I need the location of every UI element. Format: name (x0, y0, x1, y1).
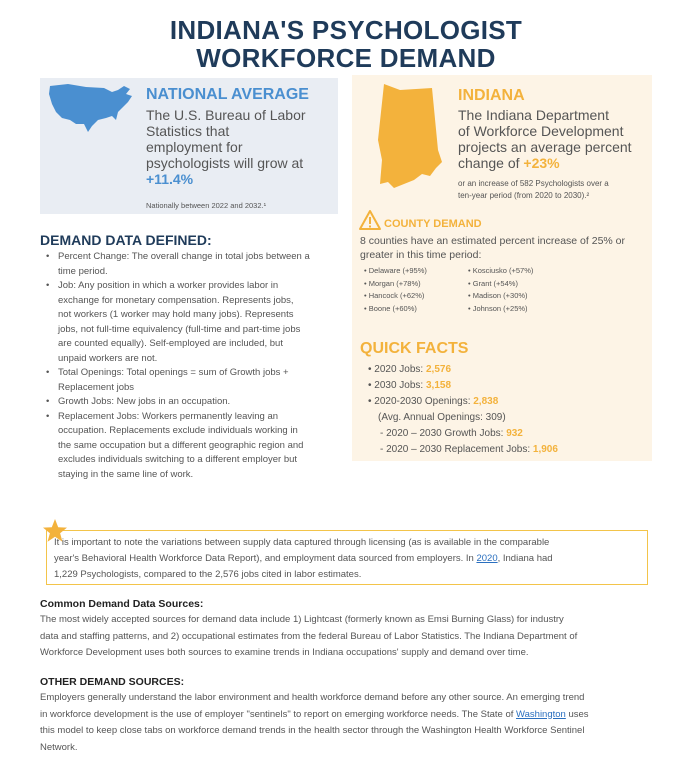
county-text-line: 8 counties have an estimated percent increase of 25% or (360, 235, 625, 247)
county-text-line: greater in this time period: (360, 249, 482, 261)
national-line: employment for (146, 139, 243, 155)
quick-facts-heading: QUICK FACTS (360, 340, 469, 357)
definition-item: • Growth Jobs: New jobs in an occupation. (46, 396, 231, 407)
link-2020[interactable]: 2020 (476, 553, 498, 564)
demand-defined-heading: DEMAND DATA DEFINED: (40, 232, 212, 248)
text-line: in workforce development is the use of employer "sentinels" to report on emerging workforce needs. The State of Washington uses (40, 708, 589, 720)
page-title (0, 16, 692, 72)
definition-item: • Replacement Jobs: Workers permanently leaving an occupation. Replacements exclude individuals working in the same occupation but a different geographic region and excludes individuals switching to a different employer but staying in the same line of work. (46, 410, 304, 480)
list-item: - 2020 – 2030 Growth Jobs: 932 (380, 428, 523, 439)
indiana-line: of Workforce Development (458, 123, 624, 139)
national-footnote: Nationally between 2022 and 2032.¹ (146, 201, 267, 210)
indiana-value: +23% (523, 155, 560, 171)
indiana-text (458, 107, 648, 171)
list-item: - 2020 – 2030 Replacement Jobs: 1,906 (380, 444, 558, 455)
other-sources-text (40, 690, 660, 756)
note-text (54, 535, 644, 583)
warning-icon (358, 209, 382, 231)
county-list-left (364, 265, 474, 315)
list-item: • 2030 Jobs: 3,158 (368, 380, 452, 391)
county-list-right (468, 265, 588, 315)
note-line: It is important to note the variations between supply data captured through licensing (as is available in the comparable (54, 537, 550, 548)
common-sources-text (40, 612, 660, 662)
list-item: • Johnson (+25%) (468, 303, 528, 313)
national-value: +11.4% (146, 171, 194, 187)
list-item: • Hancock (+62%) (364, 291, 425, 300)
demand-defined-list (46, 250, 336, 482)
list-item: • Grant (+54%) (468, 278, 518, 288)
list-item: • 2020-2030 Openings: 2,838 (368, 396, 499, 407)
text-line: Employers generally understand the labor environment and health workforce demand before any other source. An emerging trend (40, 692, 585, 703)
title-line-1: INDIANA'S PSYCHOLOGIST (169, 15, 523, 45)
indiana-line: change of (458, 155, 524, 171)
link-washington[interactable]: Washington (516, 708, 566, 720)
text-line: Network. (40, 741, 78, 753)
text-line: Workforce Development uses both sources to examine trends in Indiana occupations' supply and demand over time. (40, 647, 529, 658)
other-sources-heading: OTHER DEMAND SOURCES: (40, 676, 185, 688)
text-line: this model to keep close tabs on workforce demand trends in the health sector through the Washington Health Workforce Sentinel (40, 725, 585, 736)
list-item: • Morgan (+78%) (364, 278, 421, 288)
usa-map-icon (46, 80, 138, 134)
indiana-map-icon (370, 80, 450, 192)
indiana-footnote (458, 178, 648, 202)
national-line: psychologists will grow at (146, 155, 304, 171)
indiana-line: The Indiana Department (458, 107, 609, 123)
national-line: Statistics that (146, 123, 230, 139)
quick-facts-list (368, 362, 558, 458)
national-line: The U.S. Bureau of Labor (146, 107, 306, 123)
county-demand-heading: COUNTY DEMAND (384, 218, 482, 230)
list-item: • Boone (+60%) (364, 303, 417, 313)
list-item: • Kosciusko (+57%) (468, 266, 534, 275)
definition-item: • Total Openings: Total openings = sum of Growth jobs + Replacement jobs (46, 367, 289, 393)
definition-item: • Job: Any position in which a worker provides labor in exchange for monetary compensation. Represents jobs, not workers (1 worker may hold many jobs). Represents jobs, not full-time equivalency (full-time and part-time jobs are counted equally). Self-employed are included, but unpaid workers are not. (46, 280, 301, 364)
list-item: • 2020 Jobs: 2,576 (368, 364, 452, 375)
list-item: • Delaware (+95%) (364, 266, 427, 275)
national-text (146, 107, 336, 187)
list-item: • Madison (+30%) (468, 291, 528, 300)
county-demand-text (360, 234, 650, 262)
common-sources-heading: Common Demand Data Sources: (40, 598, 204, 610)
indiana-footnote-line: ten-year period (from 2020 to 2030).² (458, 191, 590, 200)
national-heading: NATIONAL AVERAGE (146, 86, 309, 103)
indiana-line: projects an average percent (458, 139, 632, 155)
list-item: (Avg. Annual Openings: 309) (378, 412, 506, 423)
note-line: year's Behavioral Health Workforce Data Report), and employment data sourced from employers. In 2020, Indiana had (54, 553, 553, 564)
text-line: The most widely accepted sources for demand data include 1) Lightcast (formerly known as Emsi Burning Glass) for industry (40, 614, 564, 625)
note-line: 1,229 Psychologists, compared to the 2,576 jobs cited in labor estimates. (54, 569, 362, 580)
title-line-2: WORKFORCE DEMAND (196, 43, 496, 73)
indiana-heading: INDIANA (458, 87, 525, 104)
indiana-footnote-line: or an increase of 582 Psychologists over a (458, 179, 609, 188)
definition-item: • Percent Change: The overall change in total jobs between a time period. (46, 251, 310, 277)
text-line: data and staffing patterns, and 2) occupational estimates from the federal Bureau of Labor Statistics. The Indiana Department of (40, 630, 578, 642)
